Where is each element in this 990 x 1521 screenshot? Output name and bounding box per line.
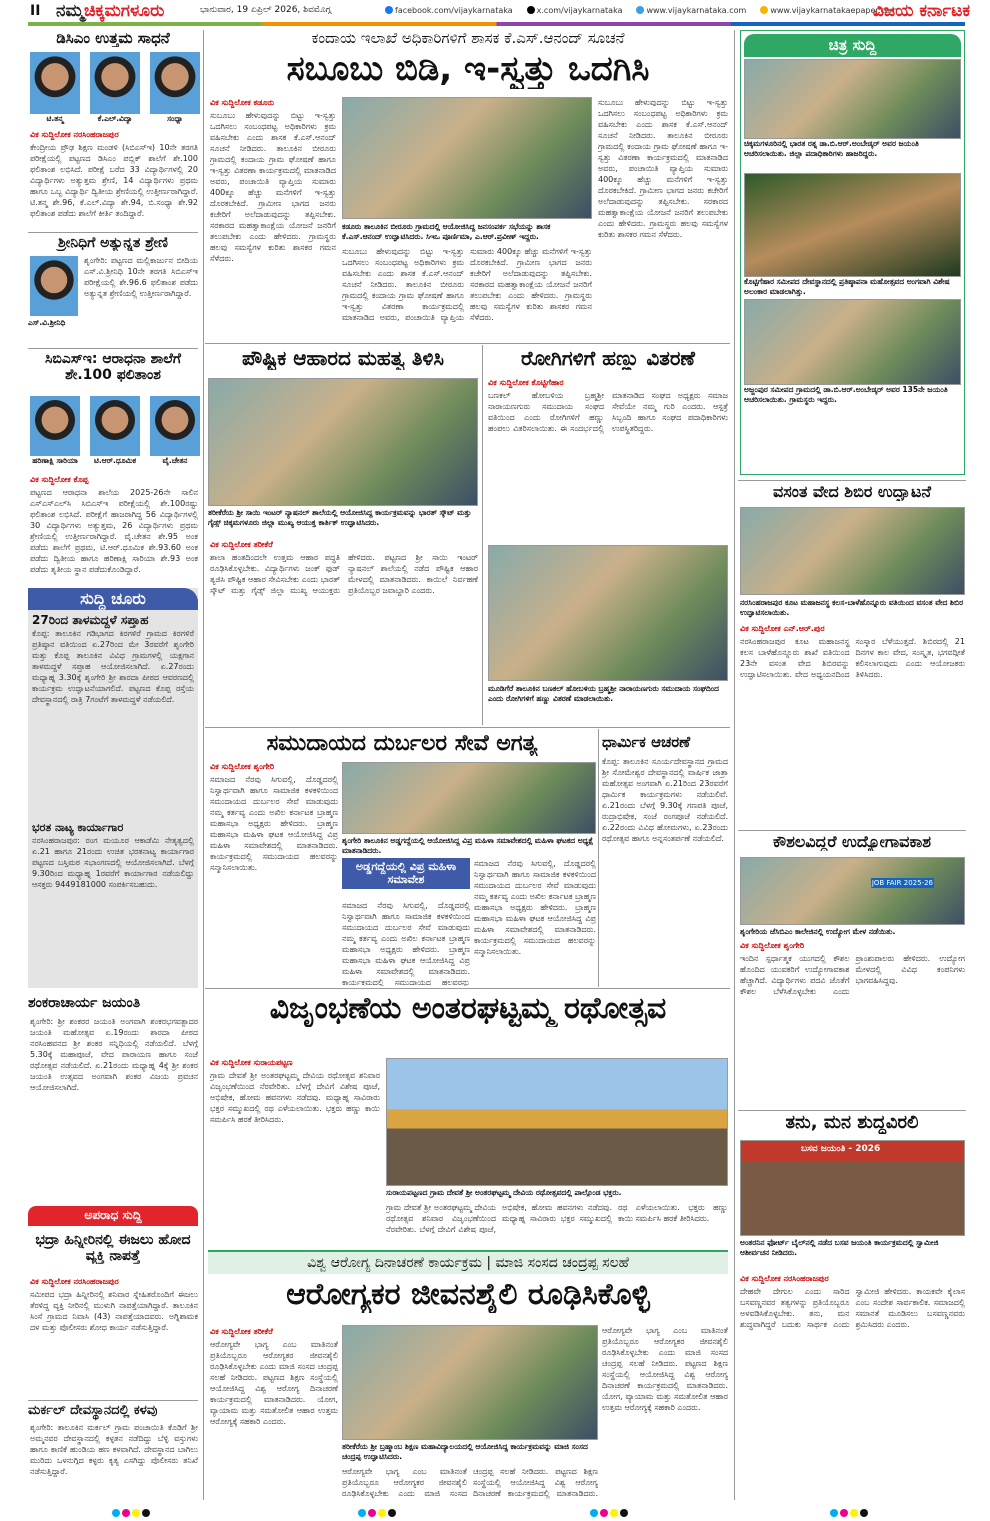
article-photo bbox=[740, 1140, 965, 1236]
vijay-karnataka-logo: ವಿಜಯ ಕರ್ನಾಟಕ bbox=[872, 1, 970, 21]
dateline: ವಿಕ ಸುದ್ದಿಲೋಕ ಸುರಾಯಪಟ್ಟಣ bbox=[210, 1058, 293, 1067]
photo-caption: ಟಿ.ತನ್ಮ bbox=[46, 114, 64, 123]
column-divider bbox=[203, 30, 204, 1500]
student-photo bbox=[150, 52, 200, 114]
kicker: ಕಂದಾಯ ಇಲಾಖೆ ಅಧಿಕಾರಿಗಳಿಗೆ ಶಾಸಕ ಕೆ.ಎಸ್.ಆನಂದ್ ಸೂಚನೆ bbox=[311, 30, 625, 47]
article-photo bbox=[342, 1325, 598, 1440]
student-photo bbox=[90, 52, 140, 114]
article-body: ಶೃಂಗೇರಿ: ಪಟ್ಟಣದ ಮಲ್ಲಿಕಾರ್ಜುನ ಬೀದಿಯ ಎಸ್.ವಿ.ಶ್ರೀನಿಧಿ 10ನೇ ತರಗತಿ ಸಿಬಿಎಸ್‌ಇ ಪರೀಕ್ಷೆಯಲ್ಲಿ ಶೇ.96.6 ಫಲಿತಾಂಶ ಪಡೆದು ಅತ್ಯುನ್ನತ ಶ್ರೇಣಿಯಲ್ಲಿ ಉತ್ತೀರ್ಣರಾಗಿದ್ದಾರೆ. bbox=[84, 256, 198, 298]
article-body: ಕೇಂದ್ರೀಯ ಪ್ರೌಢ ಶಿಕ್ಷಣ ಮಂಡಳಿ (ಸಿಬಿಎಸ್‌ಇ) 10ನೇ ತರಗತಿ ಪರೀಕ್ಷೆಯಲ್ಲಿ ಪಟ್ಟಣದ ಡಿಸಿಎಂ ಪಬ್ಲಿಕ್ ಶಾಲೆಗೆ ಶೇ.100 ಫಲಿತಾಂಶ ಲಭಿಸಿದೆ. ಪರೀಕ್ಷೆ ಬರೆದ 33 ವಿದ್ಯಾರ್ಥಿಗಳಲ್ಲಿ 20 ವಿದ್ಯಾರ್ಥಿಗಳು ಅತ್ಯುತ್ತಮ ಶ್ರೇಣಿ, 14 ವಿದ್ಯಾರ್ಥಿಗಳು ಪ್ರಥಮ ಹಾಗೂ ಒಬ್ಬ ವಿದ್ಯಾರ್ಥಿ ದ್ವಿತೀಯ ಶ್ರೇಣಿಯಲ್ಲಿ ಉತ್ತೀರ್ಣರಾಗಿದ್ದಾರೆ. ಟಿ.ತನ್ಮ ಶೇ.96, ಕೆ.ಎಲ್.ವಿದ್ಯಾ ಶೇ.94, ಬಿ.ಸಂಧ್ಯಾ ಶೇ.92 ಫಲಿತಾಂಶ ಪಡೆದು ಶಾಲೆಗೆ ಕೀರ್ತಿ ತಂದಿದ್ದಾರೆ. bbox=[30, 143, 198, 218]
section-header: ಅಪರಾಧ ಸುದ್ದಿ bbox=[28, 1206, 198, 1226]
article-photo bbox=[740, 857, 965, 925]
photo-caption: ಕೆ.ಎಲ್.ವಿದ್ಯಾ bbox=[97, 114, 133, 123]
color-registration-marks bbox=[830, 1509, 868, 1517]
website-link[interactable] bbox=[636, 6, 746, 15]
photo-caption: ಟಿ.ಆರ್.ಧೂಮಿಕ bbox=[93, 456, 137, 465]
brief-body: ನರಸಿಂಹರಾಜಪುರ: ರಂಗ ಮಯೂರ ಆಕಾಡೆಮಿ ನೇತೃತ್ವದಲ್ಲಿ ಏ.21 ಹಾಗೂ 21ರಂದು ಉಚಿತ ಭರತನಾಟ್ಯ ಕಾರ್ಯಾಗಾರ ಪಟ್ಟಣದ ಬಸ್ತಿಮಠ ಸಭಾಂಗಣದಲ್ಲಿ ಆಯೋಜಿಸಲಾಗಿದೆ. ಬೆಳಗ್ಗೆ 9.30ರಿಂದ ಮಧ್ಯಾಹ್ನ 1ರವರೆಗೆ ಕಾರ್ಯಾಗಾರ ನಡೆಯಲಿದ್ದು ಆಸಕ್ತರು 9449181000 ಸಂಪರ್ಕಿಸಬಹುದು. bbox=[32, 836, 194, 890]
article-body: ಕೊಪ್ಪ: ತಾಲೂಕಿನ ಸೂರ್ಯದೇವಸ್ಥಾನದ ಗ್ರಾಮದ ಶ್ರೀ ಸೋಮೇಶ್ವರ ದೇವಸ್ಥಾನದಲ್ಲಿ ವಾರ್ಷಿಕ ಜಾತ್ರಾ ಮಹೋತ್ಸವ ಅಂಗವಾಗಿ ಏ.21ರಿಂದ 23ರವರೆಗೆ ಧಾರ್ಮಿಕ ಕಾರ್ಯಕ್ರಮಗಳು ನಡೆಯಲಿವೆ. ಏ.21ರಂದು ಬೆಳಗ್ಗೆ 9.30ಕ್ಕೆ ಗಣಪತಿ ಪೂಜೆ, ರುದ್ರಾಭಿಷೇಕ, ಸಂಜೆ ರಂಗಪೂಜೆ ನಡೆಯಲಿದೆ. ಏ.22ರಂದು ವಿವಿಧ ಹೋಮಗಳು, ಏ.23ರಂದು ರಥೋತ್ಸವ ಹಾಗೂ ಅನ್ನಸಂತರ್ಪಣೆ ನಡೆಯಲಿದೆ. bbox=[602, 757, 728, 843]
article-body: ಪಟ್ಟಣದ ಆರಾಧನಾ ಶಾಲೆಯ 2025-26ನೇ ಸಾಲಿನ ಎಸ್‌ಎಸ್‌ಎಲ್‌ಸಿ ಸಿಬಿಎಸ್‌ಇ ಪರೀಕ್ಷೆಯಲ್ಲಿ ಶೇ.100ರಷ್ಟು ಫಲಿತಾಂಶ ಲಭಿಸಿದೆ. ಪರೀಕ್ಷೆಗೆ ಹಾಜರಾಗಿದ್ದ 56 ವಿದ್ಯಾರ್ಥಿಗಳಲ್ಲಿ 30 ವಿದ್ಯಾರ್ಥಿಗಳು ಅತ್ಯುತ್ತಮ, 26 ವಿದ್ಯಾರ್ಥಿಗಳು ಪ್ರಥಮ ಶ್ರೇಣಿಯಲ್ಲಿ ಉತ್ತೀರ್ಣರಾಗಿದ್ದಾರೆ. ವೈ.ಚೇತನ ಶೇ.95 ಅಂಕ ಪಡೆದು ಶಾಲೆಗೆ ಪ್ರಥಮ, ಟಿ.ಆರ್.ಧೂಮಿಕ ಶೇ.93.60 ಅಂಕ ಪಡೆದು ದ್ವಿತೀಯ ಹಾಗೂ ಹರಿಣಾಕ್ಷಿ ಸಾರಿಯಾ ಶೇ.93 ಅಂಕ ಪಡೆದು ತೃತೀಯ ಸ್ಥಾನ ಪಡೆದುಕೊಂಡಿದ್ದಾರೆ. bbox=[30, 488, 198, 574]
article-body: ಇಂದಿನ ಸ್ಪರ್ಧಾತ್ಮಕ ಯುಗದಲ್ಲಿ ಕೌಶಲ ಹೊಂದಿದ ಯುವಕರಿಗೆ ಉದ್ಯೋಗಾವಕಾಶ ಹೆಚ್ಚಾಗಿದೆ. ವಿದ್ಯಾರ್ಥಿಗಳು ಪದವಿ ಜೊತೆಗೆ ಕೌಶಲ ಬೆಳೆಸಿಕೊಳ್ಳಬೇಕು ಎಂದು ಪ್ರಾಂಶುಪಾಲರು ಹೇಳಿದರು. ಉದ್ಯೋಗ ಮೇಳದಲ್ಲಿ ವಿವಿಧ ಕಂಪನಿಗಳು ಭಾಗವಹಿಸಿದ್ದವು. bbox=[740, 954, 965, 996]
facebook-url: facebook.com/vijaykarnataka bbox=[395, 6, 513, 15]
picture-news-box bbox=[740, 30, 965, 475]
globe-icon bbox=[636, 6, 644, 14]
color-registration-marks bbox=[112, 1509, 150, 1517]
dateline: ವಿಕ ಸುದ್ದಿಲೋಕ ಕಡೂರು bbox=[210, 98, 275, 107]
epaper-icon bbox=[760, 6, 768, 14]
article-body-cont: ಸಮಾಜದ ನೆರವು ಸಿಗುವಲ್ಲಿ, ದೊಡ್ಡದರಲ್ಲಿ ನಿಸ್ವಾರ್ಥವಾಗಿ ಹಾಗೂ ಸಾಮಾಜಿಕ ಕಳಕಳಿಯಿಂದ ಸಮುದಾಯದ ದುರ್ಬಲರ ಸೇವೆ ಮಾಡುವುದು ನಮ್ಮ ಕರ್ತವ್ಯ ಎಂದು ಅಖಿಲ ಕರ್ನಾಟಕ ಬ್ರಾಹ್ಮಣ ಮಹಾಸಭಾ ಅಧ್ಯಕ್ಷರು ಹೇಳಿದರು. ಬ್ರಾಹ್ಮಣ ಮಹಾಸಭಾ ಮಹಿಳಾ ಘಟಕ ಆಯೋಜಿಸಿದ್ದ ವಿಪ್ರ ಮಹಿಳಾ ಸಮಾವೇಶದಲ್ಲಿ ಮಾತನಾಡಿದರು. ಕಾರ್ಯಕ್ರಮದಲ್ಲಿ ಸಮುದಾಯದ ಹಲವರನ್ನು bbox=[342, 901, 470, 986]
briefs-box bbox=[28, 588, 198, 988]
headline: ಸಮುದಾಯದ ದುರ್ಬಲರ ಸೇವೆ ಅಗತ್ಯ bbox=[266, 731, 538, 756]
column-divider bbox=[734, 30, 735, 1500]
photo-caption: ಹರಿಣಾಕ್ಷಿ ಸಾರಿಯಾ bbox=[32, 456, 78, 465]
dateline: ವಿಕ ಸುದ್ದಿಲೋಕ ನರಸಿಂಹರಾಜಪುರ bbox=[740, 1274, 829, 1283]
article-body-cont: ಸುಬೂಬು ಹೇಳುವುದನ್ನು ಬಿಟ್ಟು ಇ-ಸ್ವತ್ತು ಒದಗಿಸಲು ಸಂಬಂಧಪಟ್ಟ ಅಧಿಕಾರಿಗಳು ಕ್ರಮ ವಹಿಸಬೇಕು ಎಂದು ಶಾಸಕ ಕೆ.ಎಸ್.ಆನಂದ್ ಸೂಚನೆ ನೀಡಿದರು. ತಾಲೂಕಿನ ಬೀರೂರು ಗ್ರಾಮದಲ್ಲಿ ಕಂದಾಯ ಗ್ರಾಮ ಘೋಷಣೆ ಹಾಗೂ ಇ-ಸ್ವತ್ತು ವಿತರಣಾ ಕಾರ್ಯಕ್ರಮದಲ್ಲಿ ಮಾತನಾಡಿದ ಅವರು, ಪಂಚಾಯಿತಿ ವ್ಯಾಪ್ತಿಯ ಸುಮಾರು 400ಕ್ಕೂ ಹೆಚ್ಚು ಮನೆಗಳಿಗೆ ಇ-ಸ್ವತ್ತು ದೊರಕಬೇಕಿದೆ. ಗ್ರಾಮೀಣ ಭಾಗದ ಜನರು ಕಚೇರಿಗೆ ಅಲೆದಾಡುವುದನ್ನು ತಪ್ಪಿಸಬೇಕು. ಸರಕಾರದ ಮಹತ್ವಾಕಾಂಕ್ಷೆಯ ಯೋಜನೆ ಜನರಿಗೆ ತಲುಪಬೇಕು ಎಂದು ಹೇಳಿದರು. ಗ್ರಾಮಸ್ಥರು ಹಲವು ಸಮಸ್ಯೆಗಳ ಕುರಿತು ಶಾಸಕರ ಗಮನ ಸೆಳೆದರು. bbox=[342, 247, 592, 322]
headline: ವಸಂತ ವೇದ ಶಿಬಿರ ಉದ್ಘಾಟನೆ bbox=[738, 480, 966, 501]
brief-headline: 27ರಿಂದ ತಾಳಮದ್ದಳೆ ಸಪ್ತಾಹ bbox=[32, 613, 149, 628]
headline: ಪೌಷ್ಟಿಕ ಆಹಾರದ ಮಹತ್ವ ತಿಳಿಸಿ bbox=[242, 347, 444, 370]
article-body: ಆರೋಗ್ಯವೇ ಭಾಗ್ಯ ಎಂಬ ಮಾತಿನಂತೆ ಪ್ರತಿಯೊಬ್ಬರೂ ಆರೋಗ್ಯಕರ ಜೀವನಶೈಲಿ ರೂಢಿಸಿಕೊಳ್ಳಬೇಕು ಎಂದು ಮಾಜಿ ಸಂಸದ ಚಂದ್ರಪ್ಪ ಸಲಹೆ ನೀಡಿದರು. ಪಟ್ಟಣದ ಶಿಕ್ಷಣ ಸಂಸ್ಥೆಯಲ್ಲಿ ಆಯೋಜಿಸಿದ್ದ ವಿಶ್ವ ಆರೋಗ್ಯ ದಿನಾಚರಣೆ ಕಾರ್ಯಕ್ರಮದಲ್ಲಿ ಮಾತನಾಡಿದರು. ಯೋಗ, ವ್ಯಾಯಾಮ ಮತ್ತು ಸಮತೋಲಿತ ಆಹಾರ ಉತ್ತಮ ಆರೋಗ್ಯಕ್ಕೆ ಸಹಕಾರಿ ಎಂದರು. bbox=[210, 1340, 338, 1426]
article-body-cont: ಗ್ರಾಮ ದೇವತೆ ಶ್ರೀ ಅಂತರಘಟ್ಟಮ್ಮ ದೇವಿಯ ರಥೋತ್ಸವ ಶನಿವಾರ ವಿಜೃಂಭಣೆಯಿಂದ ನೆರವೇರಿತು. ಬೆಳಗ್ಗೆ ದೇವಿಗೆ ವಿಶೇಷ ಪೂಜೆ, ಅಭಿಷೇಕ, ಹೋಮ ಹವನಗಳು ನಡೆದವು. ಮಧ್ಯಾಹ್ನ ಸಾವಿರಾರು ಭಕ್ತರ ಸಮ್ಮುಖದಲ್ಲಿ ರಥ ಎಳೆಯಲಾಯಿತು. ಭಕ್ತರು ಹಣ್ಣು ಕಾಯಿ ಸಮರ್ಪಿಸಿ ಹರಕೆ ತೀರಿಸಿದರು. bbox=[386, 1203, 728, 1234]
headline: ಕೌಶಲವಿದ್ದರೆ ಉದ್ಯೋಗಾವಕಾಶ bbox=[738, 830, 966, 851]
article-photo bbox=[342, 762, 596, 834]
student-photo bbox=[150, 396, 200, 456]
kicker-banner: ವಿಶ್ವ ಆರೋಗ್ಯ ದಿನಾಚರಣೆ ಕಾರ್ಯಕ್ರಮ | ಮಾಜಿ ಸಂಸದ ಚಂದ್ರಪ್ಪ ಸಲಹೆ bbox=[208, 1250, 728, 1274]
photo-banner-text: ಬಸವ ಜಯಂತಿ - 2026 bbox=[801, 1144, 881, 1154]
lead-headline: ಸಬೂಬು ಬಿಡಿ, ಇ-ಸ್ವತ್ತು ಒದಗಿಸಿ bbox=[286, 50, 650, 89]
headline: ಸಿಬಿಎಸ್‌ಇ: ಆರಾಧನಾ ಶಾಲೆಗೆ ಶೇ.100 ಫಲಿತಾಂಶ bbox=[28, 348, 198, 383]
student-photo bbox=[90, 396, 140, 456]
inset-headline: ಅಡ್ಡಗದ್ದೆಯಲ್ಲಿ ವಿಪ್ರ ಮಹಿಳಾ ಸಮಾವೇಶ bbox=[342, 858, 470, 889]
photo-caption: ಶೃಂಗೇರಿಯ ಜೆಸಿಬಿಎಂ ಕಾಲೇಜಿನಲ್ಲಿ ಉದ್ಯೋಗ ಮೇಳ ನಡೆಯಿತು. bbox=[740, 927, 896, 936]
photo-card bbox=[150, 396, 200, 466]
divider bbox=[205, 727, 730, 728]
color-registration-marks bbox=[590, 1509, 628, 1517]
divider bbox=[205, 988, 730, 989]
dateline: ವಿಕ ಸುದ್ದಿಲೋಕ ಎನ್.ಆರ್.ಪುರ bbox=[740, 624, 825, 633]
photo-caption: ನರಸಿಂಹರಾಜಪುರ ಕೂಟ ಮಹಾಜನಸ್ಥ ಕಲಸ-ಬಾಳೆಹೊನ್ನೂರು ವತಿಯಿಂದ ವಸಂತ ವೇದ ಶಿಬಿರ ಉದ್ಘಾಟಿಸಲಾಯಿತು. bbox=[740, 598, 964, 617]
dateline: ವಿಕ ಸುದ್ದಿಲೋಕ ತರೀಕೆರೆ bbox=[210, 1327, 273, 1336]
photo-caption: ಎಸ್.ವಿ.ಶ್ರೀನಿಧಿ bbox=[28, 318, 66, 327]
photo-caption: ಸಂಧ್ಯಾ bbox=[167, 114, 183, 123]
photo-card bbox=[90, 52, 140, 124]
news-photo bbox=[744, 299, 961, 385]
article-body-cont: ಆರೋಗ್ಯವೇ ಭಾಗ್ಯ ಎಂಬ ಮಾತಿನಂತೆ ಪ್ರತಿಯೊಬ್ಬರೂ ಆರೋಗ್ಯಕರ ಜೀವನಶೈಲಿ ರೂಢಿಸಿಕೊಳ್ಳಬೇಕು ಎಂದು ಮಾಜಿ ಸಂಸದ ಚಂದ್ರಪ್ಪ ಸಲಹೆ ನೀಡಿದರು. ಪಟ್ಟಣದ ಶಿಕ್ಷಣ ಸಂಸ್ಥೆಯಲ್ಲಿ ಆಯೋಜಿಸಿದ್ದ ವಿಶ್ವ ಆರೋಗ್ಯ ದಿನಾಚರಣೆ ಕಾರ್ಯಕ್ರಮದಲ್ಲಿ ಮಾತನಾಡಿದರು. bbox=[342, 1467, 598, 1498]
headline: ಧಾರ್ಮಿಕ ಆಚರಣೆ bbox=[602, 733, 691, 751]
masthead-prefix: ನಮ್ಮ bbox=[56, 1, 84, 21]
photo-caption: ಅಂತರನಿನ ಫೋರ್ಟ್ ಬೈಲ್‌ನಲ್ಲಿ ನಡೆದ ಬಸವ ಜಯಂತಿ ಕಾರ್ಯಕ್ರಮದಲ್ಲಿ ಸ್ವಾಮೀಜಿ ಆಶೀರ್ವಚನ ನೀಡಿದರು. bbox=[740, 1238, 939, 1257]
dateline: ವಿಕ ಸುದ್ದಿಲೋಕ ನರಸಿಂಹರಾಜಪುರ bbox=[30, 130, 119, 139]
article-body: ಸಮೀಪದ ಭದ್ರಾ ಹಿನ್ನೀರಿನಲ್ಲಿ ಶನಿವಾರ ಸ್ನೇಹಿತರೊಂದಿಗೆ ಈಜಲು ತೆರಳಿದ್ದ ವ್ಯಕ್ತಿ ನೀರಿನಲ್ಲಿ ಮುಳುಗಿ ನಾಪತ್ತೆಯಾಗಿದ್ದಾರೆ. ತಾಲೂಕಿನ ಸಿಂಸೆ ಗ್ರಾಮದ ನಿವಾಸಿ (43) ನಾಪತ್ತೆಯಾದವರು. ಅಗ್ನಿಶಾಮಕ ದಳ ಮತ್ತು ಪೊಲೀಸರು ಶೋಧ ಕಾರ್ಯ ನಡೆಸುತ್ತಿದ್ದಾರೆ. bbox=[30, 1290, 198, 1332]
student-photo bbox=[30, 396, 80, 456]
headline: ಭದ್ರಾ ಹಿನ್ನೀರಿನಲ್ಲಿ ಈಜಲು ಹೋದ ವ್ಯಕ್ತಿ ನಾಪತ್ತೆ bbox=[35, 1232, 191, 1265]
color-rule bbox=[28, 22, 965, 26]
photo-card bbox=[30, 396, 80, 466]
photo-caption: ಕೊಟ್ಟಿಗೆಹಾರ ಸಮೀಪದ ದೇವಸ್ಥಾನದಲ್ಲಿ ಪ್ರತಿಷ್ಠಾಪನಾ ಮಹೋತ್ಸವದ ಅಂಗವಾಗಿ ವಿಶೇಷ ಅಲಂಕಾರ ಮಾಡಲಾಗಿತ್ತು. bbox=[744, 277, 950, 297]
photo-card bbox=[30, 52, 80, 124]
news-photo bbox=[744, 59, 961, 139]
x-url: x.com/vijaykarnataka bbox=[536, 6, 623, 15]
section-header: ಚಿತ್ರ ಸುದ್ದಿ bbox=[744, 34, 961, 57]
section-header: ಸುದ್ದಿ ಚೂರು bbox=[28, 588, 198, 610]
dateline: ವಿಕ ಸುದ್ದಿಲೋಕ ಶೃಂಗೇರಿ bbox=[210, 762, 275, 771]
article-body-cont: ಸಮಾಜದ ನೆರವು ಸಿಗುವಲ್ಲಿ, ದೊಡ್ಡದರಲ್ಲಿ ನಿಸ್ವಾರ್ಥವಾಗಿ ಹಾಗೂ ಸಾಮಾಜಿಕ ಕಳಕಳಿಯಿಂದ ಸಮುದಾಯದ ದುರ್ಬಲರ ಸೇವೆ ಮಾಡುವುದು ನಮ್ಮ ಕರ್ತವ್ಯ ಎಂದು ಅಖಿಲ ಕರ್ನಾಟಕ ಬ್ರಾಹ್ಮಣ ಮಹಾಸಭಾ ಅಧ್ಯಕ್ಷರು ಹೇಳಿದರು. ಬ್ರಾಹ್ಮಣ ಮಹಾಸಭಾ ಮಹಿಳಾ ಘಟಕ ಆಯೋಜಿಸಿದ್ದ ವಿಪ್ರ ಮಹಿಳಾ ಸಮಾವೇಶದಲ್ಲಿ ಮಾತನಾಡಿದರು. ಕಾರ್ಯಕ್ರಮದಲ್ಲಿ ಸಮುದಾಯದ ಹಲವರನ್ನು ಸನ್ಮಾನಿಸಲಾಯಿತು. bbox=[474, 859, 596, 956]
article-body: ಸಮಾಜದ ನೆರವು ಸಿಗುವಲ್ಲಿ, ದೊಡ್ಡದರಲ್ಲಿ ನಿಸ್ವಾರ್ಥವಾಗಿ ಹಾಗೂ ಸಾಮಾಜಿಕ ಕಳಕಳಿಯಿಂದ ಸಮುದಾಯದ ದುರ್ಬಲರ ಸೇವೆ ಮಾಡುವುದು ನಮ್ಮ ಕರ್ತವ್ಯ ಎಂದು ಅಖಿಲ ಕರ್ನಾಟಕ ಬ್ರಾಹ್ಮಣ ಮಹಾಸಭಾ ಅಧ್ಯಕ್ಷರು ಹೇಳಿದರು. ಬ್ರಾಹ್ಮಣ ಮಹಾಸಭಾ ಮಹಿಳಾ ಘಟಕ ಆಯೋಜಿಸಿದ್ದ ವಿಪ್ರ ಮಹಿಳಾ ಸಮಾವೇಶದಲ್ಲಿ ಮಾತನಾಡಿದರು. ಕಾರ್ಯಕ್ರಮದಲ್ಲಿ ಸಮುದಾಯದ ಹಲವರನ್ನು ಸನ್ಮಾನಿಸಲಾಯಿತು. bbox=[210, 775, 338, 872]
color-registration-marks bbox=[358, 1509, 396, 1517]
photo-caption: ತರೀಕೆರೆಯ ಶ್ರೀ ಬ್ರಹ್ಮಾಂಬ ಶಿಕ್ಷಣ ಮಹಾವಿದ್ಯಾಲಯದಲ್ಲಿ ಆಯೋಜಿಸಿದ್ದ ಕಾರ್ಯಕ್ರಮವನ್ನು ಮಾಜಿ ಸಂಸದ ಚಂದ್ರಪ್ಪ ಉದ್ಘಾಟಿಸಿದರು. bbox=[342, 1442, 588, 1461]
article-body: ಬಣಕಲ್ ಹೋಬಳಿಯ ಬ್ರಹ್ಮಶ್ರೀ ನಾರಾಯಣಗುರು ಸಮುದಾಯ ಸಂಘದ ವತಿಯಿಂದ ಎಂದು ರೋಗಿಗಳಿಗೆ ಹಣ್ಣು ಹಂಪಲು ವಿತರಿಸಲಾಯಿತು. ಈ ಸಂದರ್ಭದಲ್ಲಿ ಮಾತನಾಡಿದ ಸಂಘದ ಅಧ್ಯಕ್ಷರು ಸಮಾಜ ಸೇವೆಯೇ ನಮ್ಮ ಗುರಿ ಎಂದರು. ಆಸ್ಪತ್ರೆ ಸಿಬ್ಬಂದಿ ಹಾಗೂ ಸಂಘದ ಪದಾಧಿಕಾರಿಗಳು ಉಪಸ್ಥಿತರಿದ್ದರು. bbox=[488, 391, 728, 433]
x-link[interactable] bbox=[527, 6, 623, 15]
article-photo bbox=[208, 378, 478, 506]
headline: ವಿಜೃಂಭಣೆಯ ಅಂತರಘಟ್ಟಮ್ಮ ರಥೋತ್ಸವ bbox=[269, 992, 667, 1026]
dateline: ವಿಕ ಸುದ್ದಿಲೋಕ ನರಸಿಂಹರಾಜಪುರ bbox=[30, 1277, 119, 1286]
page-number: II bbox=[30, 3, 41, 19]
student-photos bbox=[30, 52, 200, 124]
lead-photo bbox=[342, 97, 592, 219]
edition-masthead bbox=[56, 1, 164, 21]
dateline: ವಿಕ ಸುದ್ದಿಲೋಕ ಕೊಟ್ಟಿಗೆಹಾರ bbox=[488, 378, 564, 387]
photo-caption: ಮೂಡಿಗೆರೆ ತಾಲೂಕಿನ ಬಣಕಲ್ ಹೋಬಳಿಯ ಬ್ರಹ್ಮಶ್ರೀ ನಾರಾಯಣಗುರು ಸಮುದಾಯ ಸಂಘದಿಂದ ಎಂದು ರೋಗಿಗಳಿಗೆ ಹಣ್ಣು ವಿತರಣೆ ಮಾಡಲಾಯಿತು. bbox=[488, 684, 719, 703]
facebook-icon bbox=[385, 6, 393, 14]
news-photo bbox=[744, 173, 961, 277]
photo-caption: ಕಡೂರು ತಾಲೂಕಿನ ಬೀರೂರು ಗ್ರಾಮದಲ್ಲಿ ಆಯೋಜಿಸಿದ್ದ ಜನಸಂಪರ್ಕ ಸಭೆಯನ್ನು ಶಾಸಕ ಕೆ.ಎಸ್.ಆನಂದ್ ಉದ್ಘಾಟಿಸಿದರು. ಸಿಇಒ ಪೂರ್ಣಿಮಾ, ಎ.ಆರ್.ಪ್ರವೀಣ್ ಇದ್ದರು. bbox=[342, 222, 551, 241]
article-photo bbox=[386, 1058, 728, 1186]
student-photo bbox=[30, 52, 80, 114]
article-body: ಶೃಂಗೇರಿ: ತಾಲೂಕಿನ ಮರ್ಕಲ್ ಗ್ರಾಮ ಪಂಚಾಯಿತಿ ಕೊಡಿಗೆ ಶ್ರೀ ಅಮ್ಮನವರ ದೇವಸ್ಥಾನದಲ್ಲಿ ಕಳ್ಳತನ ನಡೆದಿದ್ದು ಬೆಳ್ಳಿ ವಸ್ತುಗಳು ಹಾಗೂ ಕಾಣಿಕೆ ಹುಂಡಿಯ ಹಣ ಕಳವಾಗಿದೆ. ದೇವಸ್ಥಾನದ ಬಾಗಿಲು ಮುರಿದು ಒಳನುಗ್ಗಿದ ಕಳ್ಳರು ಕೃತ್ಯ ಎಸಗಿದ್ದು ಪೊಲೀಸರು ತನಿಖೆ ನಡೆಸುತ್ತಿದ್ದಾರೆ. bbox=[30, 1423, 198, 1476]
photo-caption: ಅಜ್ಜಂಪುರ ಸಮೀಪದ ಗ್ರಾಮದಲ್ಲಿ ಡಾ.ಬಿ.ಆರ್.ಅಂಬೇಡ್ಕರ್ ಅವರ 135ನೇ ಜಯಂತಿ ಆಚರಿಸಲಾಯಿತು. ಗ್ರಾಮಸ್ಥರು ಇದ್ದರು. bbox=[744, 385, 948, 405]
dateline: ವಿಕ ಸುದ್ದಿಲೋಕ ತರೀಕೆರೆ bbox=[210, 540, 273, 549]
photo-caption: ಸುರಾಯಪಟ್ಟಣದ ಗ್ರಾಮ ದೇವತೆ ಶ್ರೀ ಅಂತರಘಟ್ಟಮ್ಮ ದೇವಿಯ ರಥೋತ್ಸವದಲ್ಲಿ ಪಾಲ್ಗೊಂಡ ಭಕ್ತರು. bbox=[386, 1188, 622, 1197]
brief-body: ಕೊಪ್ಪ: ತಾಲೂಕಿನ ಗಡಿಭಾಗದ ಕಿರಗಳಿರೆ ಗ್ರಾಮದ ಕಿರಗಳಿರೆ ಪ್ರತಿಷ್ಠಾನ ವತಿಯಿಂದ ಏ.27ರಿಂದ ಮೇ 3ರವರೆಗೆ ಶೃಂಗೇರಿ ಮತ್ತು ಕೊಪ್ಪ ತಾಲೂಕಿನ ವಿವಿಧ ಗ್ರಾಮಗಳಲ್ಲಿ ಯಕ್ಷಗಾನ ತಾಳಮದ್ದಳೆ ಸಪ್ತಾಹ ಆಯೋಜಿಸಲಾಗಿದೆ. ಏ.27ರಂದು ಮಧ್ಯಾಹ್ನ 3.30ಕ್ಕೆ ಶೃಂಗೇರಿ ಶ್ರೀ ಶಾರದಾ ಪೀಠದ ಆವರಣದಲ್ಲಿ ಕಾರ್ಯಕ್ರಮ ಉದ್ಘಾಟನೆಯಾಗಲಿದೆ. ಪಟ್ಟಣದ ಕೊಪ್ಪ ರಸ್ತೆಯ ದೇವಸ್ಥಾನದಲ್ಲಿ ರಾತ್ರಿ 7ಗಂಟೆಗೆ ತಾಳಮದ್ದಳೆ ನಡೆಯಲಿದೆ. bbox=[32, 629, 194, 705]
photo-card bbox=[150, 52, 200, 124]
photo-card bbox=[90, 396, 140, 466]
headline: ಶ್ರೀನಿಧಿಗೆ ಅತ್ಯುನ್ನತ ಶ್ರೇಣಿ bbox=[28, 232, 198, 251]
article-photo bbox=[740, 507, 965, 595]
masthead-city: ಚಿಕ್ಕಮಗಳೂರು bbox=[83, 1, 165, 21]
photo-caption: ತರೀಕೆರೆಯ ಶ್ರೀ ಸಾಯಿ ಇಂಟರ್ ನ್ಯಾಷನಲ್ ಶಾಲೆಯಲ್ಲಿ ಆಯೋಜಿಸಿದ್ದ ಕಾರ್ಯಕ್ರಮವನ್ನು ಭಾರತ್ ಸ್ಕೌಟ್ ಮತ್ತು ಗೈಡ್ಸ್ ಚಿಕ್ಕಮಗಳೂರು ಜಿಲ್ಲಾ ಮುಖ್ಯ ಆಯುಕ್ತ ಕಾರ್ತಿಕ್ ಉದ್ಘಾಟಿಸಿದರು. bbox=[208, 508, 472, 527]
article-body: ಸುಬೂಬು ಹೇಳುವುದನ್ನು ಬಿಟ್ಟು ಇ-ಸ್ವತ್ತು ಒದಗಿಸಲು ಸಂಬಂಧಪಟ್ಟ ಅಧಿಕಾರಿಗಳು ಕ್ರಮ ವಹಿಸಬೇಕು ಎಂದು ಶಾಸಕ ಕೆ.ಎಸ್.ಆನಂದ್ ಸೂಚನೆ ನೀಡಿದರು. ತಾಲೂಕಿನ ಬೀರೂರು ಗ್ರಾಮದಲ್ಲಿ ಕಂದಾಯ ಗ್ರಾಮ ಘೋಷಣೆ ಹಾಗೂ ಇ-ಸ್ವತ್ತು ವಿತರಣಾ ಕಾರ್ಯಕ್ರಮದಲ್ಲಿ ಮಾತನಾಡಿದ ಅವರು, ಪಂಚಾಯಿತಿ ವ್ಯಾಪ್ತಿಯ ಸುಮಾರು 400ಕ್ಕೂ ಹೆಚ್ಚು ಮನೆಗಳಿಗೆ ಇ-ಸ್ವತ್ತು ದೊರಕಬೇಕಿದೆ. ಗ್ರಾಮೀಣ ಭಾಗದ ಜನರು ಕಚೇರಿಗೆ ಅಲೆದಾಡುವುದನ್ನು ತಪ್ಪಿಸಬೇಕು. ಸರಕಾರದ ಮಹತ್ವಾಕಾಂಕ್ಷೆಯ ಯೋಜನೆ ಜನರಿಗೆ ತಲುಪಬೇಕು ಎಂದು ಹೇಳಿದರು. ಗ್ರಾಮಸ್ಥರು ಹಲವು ಸಮಸ್ಯೆಗಳ ಕುರಿತು ಶಾಸಕರ ಗಮನ ಸೆಳೆದರು. bbox=[210, 111, 336, 263]
photo-caption: ಶೃಂಗೇರಿ ತಾಲೂಕಿನ ಅಡ್ಡಗದ್ದೆಯಲ್ಲಿ ಆಯೋಜಿಸಿದ್ದ ವಿಪ್ರ ಮಹಿಳಾ ಸಮಾವೇಶದಲ್ಲಿ ಮಹಿಳಾ ಘಟಕದ ಅಧ್ಯಕ್ಷೆ ಮಾತನಾಡಿದರು. bbox=[342, 836, 594, 855]
article-body-cont: ಆರೋಗ್ಯವೇ ಭಾಗ್ಯ ಎಂಬ ಮಾತಿನಂತೆ ಪ್ರತಿಯೊಬ್ಬರೂ ಆರೋಗ್ಯಕರ ಜೀವನಶೈಲಿ ರೂಢಿಸಿಕೊಳ್ಳಬೇಕು ಎಂದು ಮಾಜಿ ಸಂಸದ ಚಂದ್ರಪ್ಪ ಸಲಹೆ ನೀಡಿದರು. ಪಟ್ಟಣದ ಶಿಕ್ಷಣ ಸಂಸ್ಥೆಯಲ್ಲಿ ಆಯೋಜಿಸಿದ್ದ ವಿಶ್ವ ಆರೋಗ್ಯ ದಿನಾಚರಣೆ ಕಾರ್ಯಕ್ರಮದಲ್ಲಿ ಮಾತನಾಡಿದರು. ಯೋಗ, ವ್ಯಾಯಾಮ ಮತ್ತು ಸಮತೋಲಿತ ಆಹಾರ ಉತ್ತಮ ಆರೋಗ್ಯಕ್ಕೆ ಸಹಕಾರಿ ಎಂದರು. bbox=[602, 1326, 728, 1412]
article-body: ಗ್ರಾಮ ದೇವತೆ ಶ್ರೀ ಅಂತರಘಟ್ಟಮ್ಮ ದೇವಿಯ ರಥೋತ್ಸವ ಶನಿವಾರ ವಿಜೃಂಭಣೆಯಿಂದ ನೆರವೇರಿತು. ಬೆಳಗ್ಗೆ ದೇವಿಗೆ ವಿಶೇಷ ಪೂಜೆ, ಅಭಿಷೇಕ, ಹೋಮ ಹವನಗಳು ನಡೆದವು. ಮಧ್ಯಾಹ್ನ ಸಾವಿರಾರು ಭಕ್ತರ ಸಮ್ಮುಖದಲ್ಲಿ ರಥ ಎಳೆಯಲಾಯಿತು. ಭಕ್ತರು ಹಣ್ಣು ಕಾಯಿ ಸಮರ್ಪಿಸಿ ಹರಕೆ ತೀರಿಸಿದರು. bbox=[210, 1071, 380, 1124]
divider bbox=[205, 343, 730, 344]
website-url: www.vijaykarnataka.com bbox=[646, 6, 747, 15]
student-photos bbox=[30, 396, 200, 466]
photo-caption: ವೈ.ಚೇತನ bbox=[162, 456, 188, 465]
dateline: ವಿಕ ಸುದ್ದಿಲೋಕ ಶೃಂಗೇರಿ bbox=[740, 941, 805, 950]
issue-date: ಭಾನುವಾರ, 19 ಏಪ್ರಿಲ್ 2026, ಶಿವಮೊಗ್ಗ bbox=[200, 5, 332, 15]
headline: ಆರೋಗ್ಯಕರ ಜೀವನಶೈಲಿ ರೂಢಿಸಿಕೊಳ್ಳಿ bbox=[286, 1278, 650, 1312]
social-links bbox=[385, 6, 898, 15]
photo-caption: ಚಿಕ್ಕಮಗಳೂರಿನಲ್ಲಿ ಭಾರತ ರತ್ನ ಡಾ.ಬಿ.ಆರ್.ಅಂಬೇಡ್ಕರ್ ಅವರ ಜಯಂತಿ ಆಚರಿಸಲಾಯಿತು. ಜಿಲ್ಲಾ ಪದಾಧಿಕಾರಿಗಳು ಹಾಜರಿದ್ದರು. bbox=[744, 139, 919, 159]
headline: ಶಂಕರಾಚಾರ್ಯ ಜಯಂತಿ bbox=[28, 995, 141, 1011]
article-body: ಶಾಲಾ ಹಂತದಿಂದಲೇ ಉತ್ತಮ ಆಹಾರ ಪದ್ಧತಿ ರೂಢಿಸಿಕೊಳ್ಳಬೇಕು. ವಿದ್ಯಾರ್ಥಿಗಳು ಜಂಕ್ ಫುಡ್ ತ್ಯಜಿಸಿ ಪೌಷ್ಟಿಕ ಆಹಾರ ಸೇವಿಸಬೇಕು ಎಂದು ಭಾರತ್ ಸ್ಕೌಟ್ ಮತ್ತು ಗೈಡ್ಸ್ ಜಿಲ್ಲಾ ಮುಖ್ಯ ಆಯುಕ್ತರು ಹೇಳಿದರು. ಪಟ್ಟಣದ ಶ್ರೀ ಸಾಯಿ ಇಂಟರ್ ನ್ಯಾಷನಲ್ ಶಾಲೆಯಲ್ಲಿ ನಡೆದ ಪೌಷ್ಟಿಕ ಆಹಾರ ಮೇಳದಲ್ಲಿ ಮಾತನಾಡಿದರು. ಕಾಯಿಲೆ ನಿರ್ವಹಣೆ ಪ್ರತಿಯೊಬ್ಬರ ಜವಾಬ್ದಾರಿ ಎಂದರು. bbox=[210, 553, 478, 595]
x-icon bbox=[527, 6, 535, 14]
photo-banner-text: JOB FAIR 2025-26 bbox=[871, 879, 933, 887]
article-photo bbox=[488, 545, 728, 681]
article-body-cont: ಸುಬೂಬು ಹೇಳುವುದನ್ನು ಬಿಟ್ಟು ಇ-ಸ್ವತ್ತು ಒದಗಿಸಲು ಸಂಬಂಧಪಟ್ಟ ಅಧಿಕಾರಿಗಳು ಕ್ರಮ ವಹಿಸಬೇಕು ಎಂದು ಶಾಸಕ ಕೆ.ಎಸ್.ಆನಂದ್ ಸೂಚನೆ ನೀಡಿದರು. ತಾಲೂಕಿನ ಬೀರೂರು ಗ್ರಾಮದಲ್ಲಿ ಕಂದಾಯ ಗ್ರಾಮ ಘೋಷಣೆ ಹಾಗೂ ಇ-ಸ್ವತ್ತು ವಿತರಣಾ ಕಾರ್ಯಕ್ರಮದಲ್ಲಿ ಮಾತನಾಡಿದ ಅವರು, ಪಂಚಾಯಿತಿ ವ್ಯಾಪ್ತಿಯ ಸುಮಾರು 400ಕ್ಕೂ ಹೆಚ್ಚು ಮನೆಗಳಿಗೆ ಇ-ಸ್ವತ್ತು ದೊರಕಬೇಕಿದೆ. ಗ್ರಾಮೀಣ ಭಾಗದ ಜನರು ಕಚೇರಿಗೆ ಅಲೆದಾಡುವುದನ್ನು ತಪ್ಪಿಸಬೇಕು. ಸರಕಾರದ ಮಹತ್ವಾಕಾಂಕ್ಷೆಯ ಯೋಜನೆ ಜನರಿಗೆ ತಲುಪಬೇಕು ಎಂದು ಹೇಳಿದರು. ಗ್ರಾಮಸ್ಥರು ಹಲವು ಸಮಸ್ಯೆಗಳ ಕುರಿತು ಶಾಸಕರ ಗಮನ ಸೆಳೆದರು. bbox=[598, 98, 728, 239]
facebook-link[interactable] bbox=[385, 6, 513, 15]
article-body: ಶೃಂಗೇರಿ: ಶ್ರೀ ಶಂಕರರ ಜಯಂತಿ ಅಂಗವಾಗಿ ಶಂಕರಭಗವತ್ಪಾದರ ಜಯಂತಿ ಮಹೋತ್ಸವ ಏ.19ರಂದು ಶಾರದಾ ಪೀಠದ ನರಸಿಂಹವನದ ಶ್ರೀ ಶಂಕರ ಸನ್ನಿಧಿಯಲ್ಲಿ ನಡೆಯಲಿದೆ. ಬೆಳಗ್ಗೆ 5.30ಕ್ಕೆ ಮಹಾಪೂಜೆ, ವೇದ ಪಾರಾಯಣ ಹಾಗೂ ಸಂಜೆ ರಥೋತ್ಸವ ನಡೆಯಲಿದೆ. ಏ.21ರಂದು ಮಧ್ಯಾಹ್ನ 4ಕ್ಕೆ ಶ್ರೀ ಶಂಕರ ಜಯಂತಿ ಉತ್ಸವದ ಅಂಗವಾಗಿ ಶಂಕರ ವಿಜಯ ಪ್ರವಚನ ಆಯೋಜಿಸಲಾಗಿದೆ. bbox=[30, 1017, 198, 1092]
headline: ಮರ್ಕಲ್ ದೇವಸ್ಥಾನದಲ್ಲಿ ಕಳವು bbox=[28, 1400, 198, 1418]
student-photo bbox=[30, 256, 78, 316]
brief-headline: ಭರತ ನಾಟ್ಯ ಕಾರ್ಯಾಗಾರ bbox=[32, 821, 124, 835]
dateline: ವಿಕ ಸುದ್ದಿಲೋಕ ಕೊಪ್ಪ bbox=[30, 475, 89, 484]
headline: ತನು, ಮನ ಶುದ್ಧವಿರಲಿ bbox=[738, 1110, 966, 1134]
page-header bbox=[0, 0, 990, 22]
column-divider bbox=[482, 345, 483, 725]
epaper-url: www.vijaykarnatakaepaper.com bbox=[770, 6, 898, 15]
headline: ರೋಗಿಗಳಿಗೆ ಹಣ್ಣು ವಿತರಣೆ bbox=[521, 347, 695, 370]
column-divider bbox=[598, 729, 599, 987]
article-body: ದೇಹವೇ ದೇಗುಲ ಎಂದು ಸಾರಿದ ಬಸವಣ್ಣನವರ ತತ್ವಗಳನ್ನು ಪ್ರತಿಯೊಬ್ಬರೂ ಅಳವಡಿಸಿಕೊಳ್ಳಬೇಕು. ತನು, ಮನ ಶುದ್ಧವಾಗಿದ್ದರೆ ಬದುಕು ಸಾರ್ಥಕ ಎಂದು ಸ್ವಾಮೀಜಿ ಹೇಳಿದರು. ಕಾಯಕವೇ ಕೈಲಾಸ ಎಂಬ ಸಂದೇಶ ಸಾರ್ವಕಾಲಿಕ. ಸಮಾಜದಲ್ಲಿ ಸಮಾನತೆ ಮೂಡಿಸಲು ಬಸವಣ್ಣನವರು ಶ್ರಮಿಸಿದರು ಎಂದರು. bbox=[740, 1287, 965, 1329]
headline: ಡಿಸಿಎಂ ಉತ್ತಮ ಸಾಧನೆ bbox=[56, 30, 170, 47]
article-body: ನರಸಿಂಹರಾಜಪುರ ಕೂಟ ಮಹಾಜನಸ್ಥ ಕಲಸ ಬಾಳೆಹೊನ್ನೂರು ಶಾಖೆ ವತಿಯಿಂದ 23ನೇ ವಸಂತ ವೇದ ಶಿಬಿರವನ್ನು ಉದ್ಘಾಟಿಸಲಾಯಿತು. ವೇದ ಅಧ್ಯಯನದಿಂದ ಸಂಸ್ಕಾರ ಬೆಳೆಯುತ್ತದೆ. ಶಿಬಿರದಲ್ಲಿ 21 ದಿನಗಳ ಕಾಲ ವೇದ, ಸಂಸ್ಕೃತ, ಭಗವದ್ಗೀತೆ ಕಲಿಸಲಾಗುವುದು ಎಂದು ಆಯೋಜಕರು ತಿಳಿಸಿದರು. bbox=[740, 637, 965, 679]
